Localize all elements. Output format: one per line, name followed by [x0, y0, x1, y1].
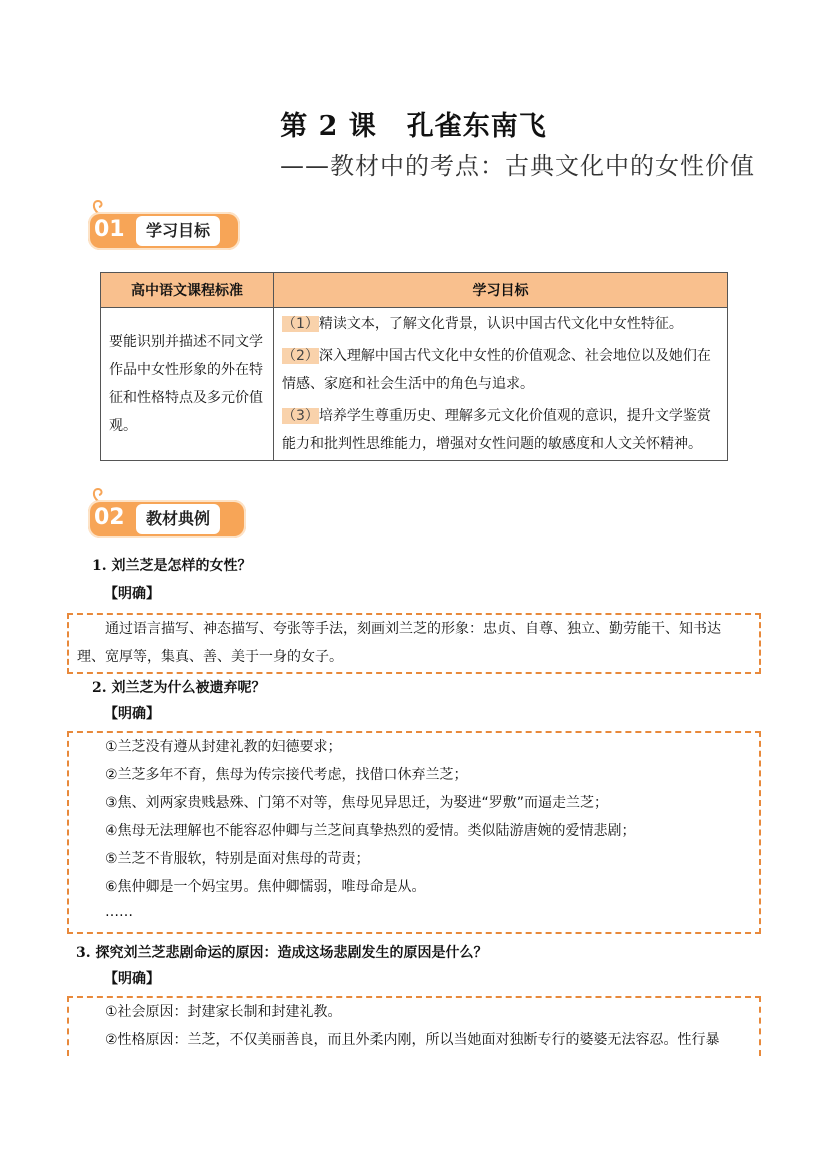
objective-text: 培养学生尊重历史、理解多元文化价值观的意识，提升文学鉴赏能力和批判性思维能力，增强对女性问题的敏感度和人文关怀精神。 [282, 408, 711, 452]
objective-tag: （1） [282, 316, 319, 332]
answer-line: ③焦、刘两家贵贱悬殊、门第不对等，焦母见异思迁，为娶进“罗敷”而逼走兰芝； [105, 795, 609, 811]
answer-box-1 [67, 613, 761, 674]
objective-tag: （3） [282, 408, 319, 424]
objective-text: 深入理解中国古代文化中女性的价值观念、社会地位以及她们在情感、家庭和社会生活中的角色与追求。 [282, 348, 711, 392]
answer-label: 【明确】 [104, 586, 160, 602]
question-1: 1. 刘兰芝是怎样的女性？ [92, 558, 252, 574]
answer-line: …… [105, 904, 133, 920]
table-header-row [101, 273, 728, 308]
section-number: 01 [94, 217, 125, 242]
objective-item [282, 342, 719, 398]
objectives-cell [274, 308, 728, 461]
question-2: 2. 刘兰芝为什么被遗弃呢？ [92, 680, 266, 696]
section-number: 02 [94, 505, 125, 530]
section-label: 学习目标 [136, 216, 220, 246]
answer-line: ⑥焦仲卿是一个妈宝男。焦仲卿懦弱，唯母命是从。 [105, 879, 426, 895]
goals-table [100, 272, 728, 461]
curriculum-standard: 要能识别并描述不同文学作品中女性形象的外在特征和性格特点及多元价值观。 [101, 308, 274, 461]
answer-line: 理、宽厚等，集真、善、美于一身的女子。 [77, 649, 343, 665]
title-name: 孔雀东南飞 [406, 111, 547, 142]
answer-line: ②性格原因：兰芝，不仅美丽善良，而且外柔内刚，所以当她面对独断专行的婆婆无法容忍。性行暴 [105, 1032, 720, 1048]
answer-box-3 [67, 996, 761, 1056]
table-header-standard: 高中语文课程标准 [101, 273, 274, 308]
answer-box-2 [67, 731, 761, 934]
table-row [101, 308, 728, 461]
section-header-goals [88, 206, 240, 252]
answer-line: ④焦母无法理解也不能容忍仲卿与兰芝间真挚热烈的爱情。类似陆游唐婉的爱情悲剧； [105, 823, 636, 839]
answer-line: ①兰芝没有遵从封建礼教的妇德要求； [105, 739, 342, 755]
answer-line: ①社会原因：封建家长制和封建礼教。 [105, 1004, 342, 1020]
answer-line: ⑤兰芝不肯服软，特别是面对焦母的苛责； [105, 851, 370, 867]
objective-tag: （2） [282, 348, 319, 364]
objective-item [282, 402, 719, 458]
answer-label: 【明确】 [104, 971, 160, 987]
page-subtitle: ——教材中的考点：古典文化中的女性价值 [280, 152, 755, 180]
title-lesson: 第 2 课 [280, 111, 377, 142]
page-title [0, 104, 827, 143]
section-label: 教材典例 [136, 504, 220, 534]
answer-line: ②兰芝多年不育，焦母为传宗接代考虑，找借口休弃兰芝； [105, 767, 468, 783]
answer-label: 【明确】 [104, 706, 160, 722]
table-header-objectives: 学习目标 [274, 273, 728, 308]
answer-line: 通过语言描写、神态描写、夸张等手法，刻画刘兰芝的形象：忠贞、自尊、独立、勤劳能干、知书达 [105, 621, 721, 637]
question-3: 3. 探究刘兰芝悲剧命运的原因：造成这场悲剧发生的原因是什么？ [76, 945, 488, 961]
objective-text: 精读文本，了解文化背景，认识中国古代文化中女性特征。 [318, 316, 683, 332]
section-header-examples [88, 494, 246, 540]
objective-item [282, 310, 719, 338]
